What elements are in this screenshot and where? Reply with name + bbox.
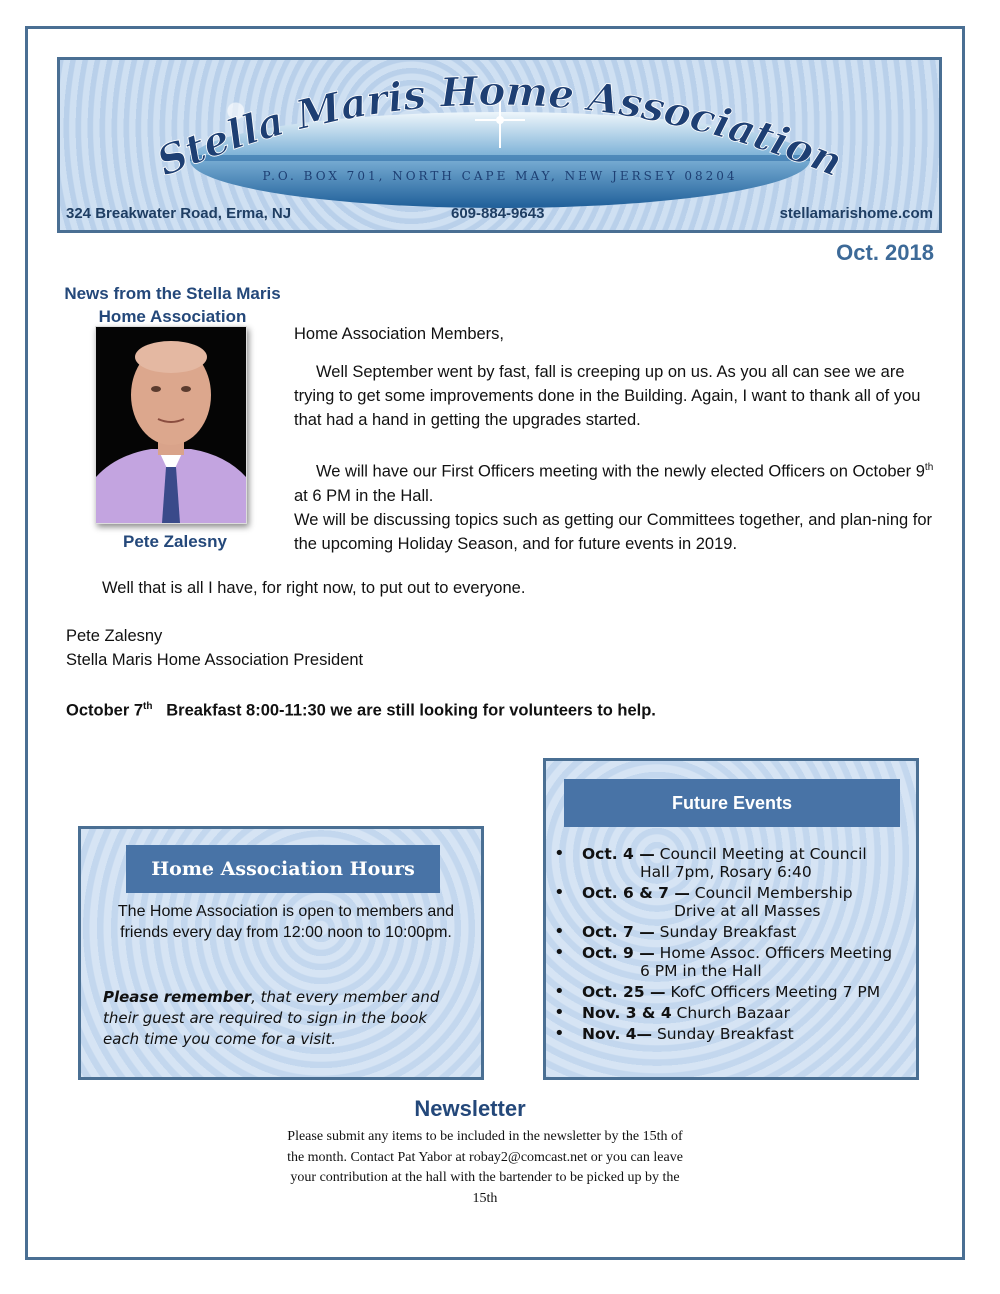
event-continuation: 6 PM in the Hall [640, 962, 762, 980]
event-continuation: Drive at all Masses [674, 902, 821, 920]
newsletter-text: Please submit any items to be included in the newsletter by the 15th of the month. Contact Pat Yabor at robay2@comcast.net or you can leave your contribution at the hall with the bartender to be picked up by the 15th [287, 1129, 683, 1206]
signature-name: Pete Zalesny [66, 627, 163, 645]
event-date: Oct. 4 — [582, 845, 655, 863]
news-caption-line1: News from the Stella Maris [64, 284, 281, 303]
letter-paragraph-3: We will be discussing topics such as getting our Committees together, and plan-ning for the upcoming Holiday Season, and for future events in 2019. [294, 510, 933, 553]
hours-remember-note: Please remember, that every member and their guest are required to sign in the book each time you come for a visit. [103, 988, 440, 1048]
event-description: Council Meeting at Council [654, 845, 867, 863]
event-description: Sunday Breakfast [652, 1025, 794, 1043]
event-date: Nov. 4— [582, 1025, 653, 1043]
event-date: Oct. 7 — [582, 923, 655, 941]
future-event-item [554, 845, 914, 881]
po-box-line: P.O. BOX 701, NORTH CAPE MAY, NEW JERSEY 08204 [262, 169, 738, 183]
issue-date: Oct. 2018 [836, 240, 934, 265]
future-event-item [554, 983, 914, 1001]
event-description: Council Membership [689, 884, 853, 902]
future-events-list [554, 845, 914, 1046]
header-phone: 609-884-9643 [451, 205, 545, 222]
event-date: Oct. 6 & 7 — [582, 884, 690, 902]
event-description: Sunday Breakfast [654, 923, 797, 941]
breakfast-notice: October 7th Breakfast 8:00-11:30 we are still looking for volunteers to help. [66, 701, 656, 720]
event-description: Home Assoc. Officers Meeting [654, 944, 893, 962]
portrait-image [96, 327, 246, 523]
photo-caption: Pete Zalesny [123, 532, 227, 551]
future-event-item [554, 923, 914, 941]
event-description: Church Bazaar [671, 1004, 790, 1022]
event-date: Oct. 25 — [582, 983, 666, 1001]
news-caption [55, 282, 290, 328]
letter-greeting: Home Association Members, [294, 325, 504, 343]
future-event-item [554, 1025, 914, 1043]
hours-text: The Home Association is open to members and friends every day from 12:00 noon to 10:00pm. [117, 903, 455, 941]
letter-paragraph-1: Well September went by fast, fall is creeping up on us. As you all can see we are trying to get some improvements done in the Building. Again, I want to thank all of you that had a hand in getting the upgrades started. [294, 363, 921, 429]
future-events-box [543, 758, 919, 1080]
masthead [57, 57, 942, 233]
newsletter-title: Newsletter [414, 1096, 526, 1121]
president-photo [95, 326, 247, 524]
hours-box [78, 826, 484, 1080]
letter-paragraph-4: Well that is all I have, for right now, to put out to everyone. [102, 579, 526, 597]
event-date: Nov. 3 & 4 [582, 1004, 672, 1022]
future-event-item [554, 1004, 914, 1022]
event-continuation: Hall 7pm, Rosary 6:40 [640, 863, 812, 881]
signature-title: Stella Maris Home Association President [66, 651, 364, 669]
future-events-title: Future Events [564, 779, 900, 827]
hours-title: Home Association Hours [126, 845, 440, 893]
future-event-item [554, 884, 914, 920]
news-caption-line2: Home Association [98, 307, 247, 326]
header-address: 324 Breakwater Road, Erma, NJ [66, 205, 292, 222]
letter-paragraph-2: We will have our First Officers meeting with the newly elected Officers on October 9th at 6 PM in the Hall. [294, 462, 934, 505]
event-description: KofC Officers Meeting 7 PM [665, 983, 881, 1001]
masthead-title: Stella Maris Home Association [150, 67, 849, 187]
header-website[interactable]: stellamarishome.com [779, 205, 933, 222]
future-event-item [554, 944, 914, 980]
letter-body-top [294, 322, 934, 556]
event-date: Oct. 9 — [582, 944, 655, 962]
